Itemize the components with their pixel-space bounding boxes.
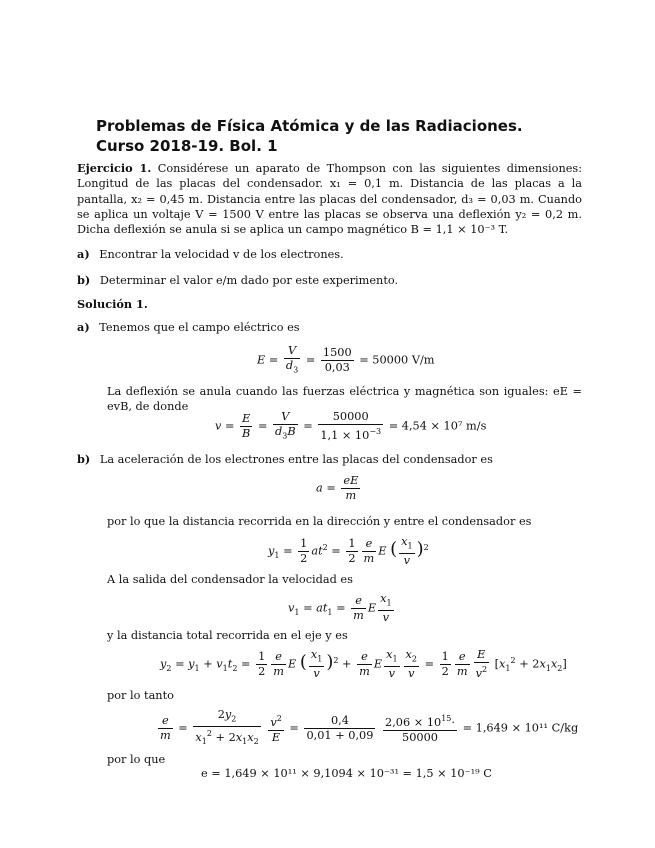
item-a [77,247,344,262]
equation-y1: $y_1$ = $\frac{1}{2}$ $at^2$ = $\frac{1}{2}$ $\frac{e}{m}$ E ( $\frac{x_1}{v}$ )$^2$ [268,535,429,568]
equation-y2: $y_2 = y_1 + v_1t_2$ = $\frac{1}{2}$ $\frac{e}{m}$ E ( $\frac{x_1}{v}$ )$^2$ + $\frac{e}{m}$ E $\frac{x_1}{v}$ $\frac{x_2}{v}$ = $\frac{1}{2}$ $\frac{e}{m}$ $\frac{E}{v^2}$ $[x_1^2 + 2x_1x_2]$ [160,648,567,681]
eq1-result: = 50000 V/m [359,353,435,367]
sol-b-dist: por lo que la distancia recorrida en la dirección y entre el condensador es [107,515,532,528]
page-title: Problemas de Física Atómica y de las Radiaciones. Curso 2018-19. Bol. 1 [96,117,523,155]
sol-b-intro: La aceleración de los electrones entre las placas del condensador es [99,453,493,466]
exercise-statement [77,161,582,237]
equation-charge: e = 1,649 × 10¹¹ × 9,1094 × 10⁻³¹ = 1,5 × 10⁻¹⁹ C [201,767,492,780]
sol-a-label: a) [77,320,90,334]
sol-b [77,452,493,467]
sol-b-total: y la distancia total recorrida en el eje y es [107,629,348,642]
item-b [77,273,398,288]
sol-a-deflexion: La deflexión se anula cuando las fuerzas eléctrica y magnética son iguales: eE = evB, de donde [107,385,582,414]
exercise-label: Ejercicio 1. [77,161,152,175]
sol-b-porloque: por lo que [107,753,166,766]
item-a-text: Encontrar la velocidad v de los electrones. [99,248,344,261]
eq6-result: = 1,649 × 10¹¹ C/kg [462,721,579,735]
sol-b-label: b) [77,452,91,466]
item-b-text: Determinar el valor e/m dado por este experimento. [99,274,399,287]
equation-velocity: v = $\frac{E}{B}$ = $\frac{V}{d_3B}$ = $\frac{50000}{1,1 \times 10^{-3}}$ = 4,54 × 10⁷ m/s [215,410,487,442]
sol-a-intro: Tenemos que el campo eléctrico es [99,321,300,334]
equation-acceleration: a = $\frac{eE}{m}$ [316,474,359,502]
equation-v1: $v_1 = at_1$ = $\frac{e}{m}$ E $\frac{x_1}{v}$ [288,592,392,625]
item-b-label: b) [77,273,91,287]
equation-electric-field: E = $\frac{V}{d_3}$ = $\frac{1500}{0,03}$ = 50000 V/m [257,344,435,375]
exercise-text: Considérese un aparato de Thompson con las siguientes dimensiones: Longitud de las placas del condensador. x₁ = 0,1 m. Distancia de las placas a la pantalla, x₂ = 0,45 m. Distancia entre las placas del condensador, d₃ = 0,03 m. Cuando se aplica un voltaje V = 1500 V entre las placas se observa una deflexión y₂ = 0,2 m. Dicha deflexión se anula si se aplica un campo magnético B = 1,1 × 10⁻³ T. [77,162,583,237]
item-a-label: a) [77,247,90,261]
sol-b-portanto: por lo tanto [107,689,174,702]
sol-a [77,320,300,335]
eq2-result: = 4,54 × 10⁷ m/s [388,419,487,433]
sol-b-salida: A la salida del condensador la velocidad es [107,573,353,586]
solution-heading: Solución 1. [77,297,148,311]
equation-e-over-m: $\frac{e}{m}$ = $\frac{2y_2}{x_1^2 + 2x_1x_2}$ $\frac{v^2}{E}$ = $\frac{0,4}{0,01 + 0,09}$ $\frac{2,06 \times 10^{15}\cdot}{50000}$ = 1,649 × 10¹¹ C/kg [160,708,579,747]
